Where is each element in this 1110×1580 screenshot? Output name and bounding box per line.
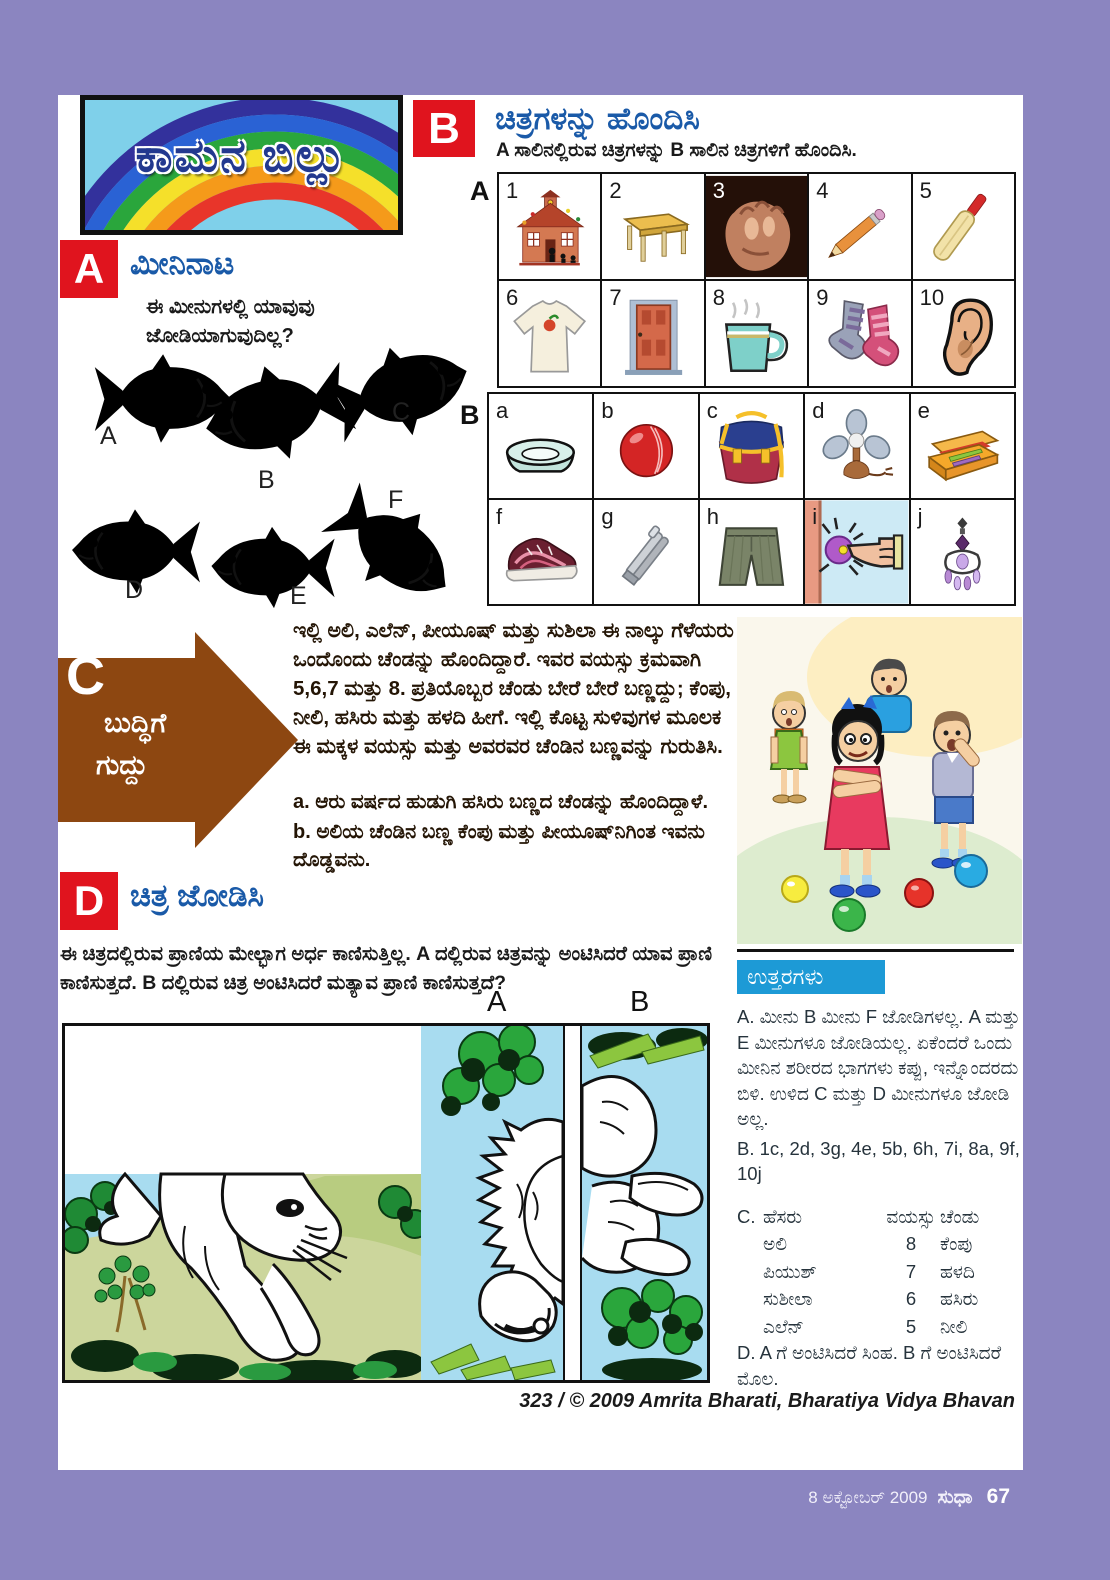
pencil-icon bbox=[817, 189, 902, 273]
section-c-title-1: ಬುದ್ಧಿಗೆ bbox=[104, 708, 167, 738]
grid-cell-d bbox=[805, 394, 908, 498]
section-b-badge: B bbox=[413, 100, 475, 157]
grid-cell-j bbox=[911, 500, 1014, 604]
clipper-icon bbox=[603, 515, 690, 598]
answer-c-cell: ವಯಸ್ಸು bbox=[886, 1205, 936, 1227]
answer-c-cell: ಹೆಸರು bbox=[763, 1205, 803, 1227]
fish-label-a: A bbox=[100, 422, 117, 450]
answer-c-cell: 8 bbox=[905, 1233, 917, 1255]
grid-cell-5 bbox=[913, 174, 1014, 279]
cell-label: 7 bbox=[609, 285, 622, 310]
section-b-subtitle: A ಸಾಲಿನಲ್ಲಿರುವ ಚಿತ್ರಗಳನ್ನು B ಸಾಲಿನ ಚಿತ್ರಗಳಿಗೆ ಹೊಂದಿಸಿ. bbox=[496, 140, 857, 161]
section-c-clue-a: a. ಆರು ವರ್ಷದ ಹುಡುಗಿ ಹಸಿರು ಬಣ್ಣದ ಚೆಂಡನ್ನು ಹೊಂದಿದ್ದಾಳೆ. bbox=[293, 791, 709, 813]
earring-icon bbox=[919, 515, 1006, 598]
fish-label-c: C bbox=[392, 398, 411, 426]
grid-cell-10 bbox=[913, 281, 1014, 386]
cell-label: 9 bbox=[816, 285, 829, 310]
doorbell-icon bbox=[805, 500, 908, 604]
grid-cell-4 bbox=[809, 174, 910, 279]
grid-b-row-label: B bbox=[460, 400, 480, 430]
cell-label: h bbox=[706, 504, 720, 529]
cell-label: e bbox=[917, 398, 930, 423]
answer-d: D. A ಗೆ ಅಂಟಿಸಿದರೆ ಸಿಂಹ. B ಗೆ ಅಂಟಿಸಿದರೆ ಮೊಲ. bbox=[737, 1342, 1002, 1389]
cell-label: i bbox=[812, 504, 818, 529]
table-icon bbox=[611, 189, 696, 273]
mug-icon bbox=[714, 296, 799, 380]
answer-c-cell: ಸುಶೀಲಾ bbox=[763, 1288, 813, 1310]
white-divider bbox=[563, 1026, 582, 1380]
section-d-description: ಈ ಚಿತ್ರದಲ್ಲಿರುವ ಪ್ರಾಣಿಯ ಮೇಲ್ಭಾಗ ಅರ್ಧ ಕಾಣಿಸುತ್ತಿಲ್ಲ. A ದಲ್ಲಿರುವ ಚಿತ್ರವನ್ನು ಅಂಟಿಸಿದರೆ ಯಾವ ಪ್ರಾಣಿ ಕಾಣಿಸುತ್ತದೆ. B ದಲ್ಲಿರುವ ಚಿತ್ರ ಅಂಟಿಸಿದರೆ ಮತ್ಯಾವ ಪ್ರಾಣಿ ಕಾಣಿಸುತ್ತದೆ? bbox=[60, 943, 713, 995]
row-label bbox=[737, 1258, 763, 1286]
strip-b-rabbit-head bbox=[582, 1026, 707, 1380]
socks-icon bbox=[817, 296, 902, 380]
answer-c-cell: ಚೆಂಡು bbox=[940, 1205, 980, 1227]
answer-c-cell: ಪಿಯುಶ್ bbox=[763, 1260, 817, 1282]
cell-label: b bbox=[601, 398, 614, 423]
copyright-credit: 323 / © 2009 Amrita Bharati, Bharatiya Vidya Bhavan bbox=[519, 1390, 1015, 1412]
tshirt-icon bbox=[507, 296, 592, 380]
main-scene-rabbit-body bbox=[65, 1026, 421, 1380]
cell-label: 1 bbox=[506, 178, 519, 203]
cell-label: 5 bbox=[919, 178, 932, 203]
answer-c-cell: ಅಲಿ bbox=[763, 1233, 787, 1255]
answer-c-cell: 7 bbox=[905, 1260, 917, 1282]
answers-divider bbox=[737, 949, 1014, 952]
section-a-title: ಮೀನಿನಾಟ bbox=[130, 246, 235, 281]
fish-label-b: B bbox=[258, 466, 275, 494]
grid-cell-i bbox=[805, 500, 908, 604]
pencilbox-icon bbox=[919, 409, 1006, 492]
grid-cell-c bbox=[700, 394, 803, 498]
children-with-balls-illustration bbox=[737, 617, 1022, 944]
page-footer bbox=[808, 1485, 1010, 1509]
grid-cell-1 bbox=[499, 174, 600, 279]
page-number: 67 bbox=[986, 1485, 1010, 1508]
answer-c-cell: ಕೆಂಪು bbox=[940, 1233, 973, 1255]
cell-label: 4 bbox=[816, 178, 829, 203]
cell-label: j bbox=[917, 504, 923, 529]
answer-c-cell: ಹಳದಿ bbox=[940, 1260, 975, 1282]
row-label: C. bbox=[737, 1205, 756, 1227]
section-d-title: ಚಿತ್ರ ಜೋಡಿಸಿ bbox=[130, 878, 264, 913]
fan-icon bbox=[813, 409, 900, 492]
answer-c-row bbox=[737, 1313, 1027, 1341]
masthead-logo bbox=[80, 95, 403, 235]
answer-c-cell: ನೀಲಿ bbox=[940, 1315, 968, 1337]
section-c-body: ಇಲ್ಲಿ ಅಲಿ, ಎಲೆನ್, ಪೀಯೂಷ್ ಮತ್ತು ಸುಶಿಲಾ ಈ ನಾಲ್ಕು ಗೆಳೆಯರು ಒಂದೊಂದು ಚೆಂಡನ್ನು ಹೊಂದಿದ್ದಾರೆ. ಇವರ ವಯಸ್ಸು ಕ್ರಮವಾಗಿ 5,6,7 ಮತ್ತು 8. ಪ್ರತಿಯೊಬ್ಬರ ಚೆಂಡು ಬೇರೆ ಬೇರೆ ಬಣ್ಣದ್ದು; ಕೆಂಪು, ನೀಲಿ, ಹಸಿರು ಮತ್ತು ಹಳದಿ ಹೀಗೆ. ಇಲ್ಲಿ ಕೊಟ್ಟ ಸುಳಿವುಗಳ ಮೂಲಕ ಈ ಮಕ್ಕಳ ವಯಸ್ಸು ಮತ್ತು ಅವರವರ ಚೆಂಡಿನ ಬಣ್ಣವನ್ನು ಗುರುತಿಸಿ. bbox=[293, 619, 734, 759]
answer-c-cell: 5 bbox=[905, 1315, 917, 1337]
section-b-title: ಚಿತ್ರಗಳನ್ನು ಹೊಂದಿಸಿ bbox=[495, 101, 700, 136]
ball-icon bbox=[603, 409, 690, 492]
answer-a: A. ಮೀನು B ಮೀನು F ಜೋಡಿಗಳಲ್ಲ. A ಮತ್ತು E ಮೀನುಗಳೂ ಜೋಡಿಯಲ್ಲ. ಏಕೆಂದರೆ ಒಂದು ಮೀನಿನ ಶರೀರದ ಭಾಗಗಳು ಕಪ್ಪು, ಇನ್ನೊಂದರದು ಬಿಳಿ. ಉಳಿದ C ಮತ್ತು D ಮೀನುಗಳೂ ಜೋಡಿ ಅಲ್ಲ. bbox=[737, 1006, 1020, 1130]
row-label bbox=[737, 1285, 763, 1313]
grid-cell-6 bbox=[499, 281, 600, 386]
grid-cell-a bbox=[489, 394, 592, 498]
school-icon bbox=[507, 189, 592, 273]
bag-icon bbox=[708, 409, 795, 492]
grid-cell-3 bbox=[706, 174, 807, 279]
magazine-name: ಸುಧಾ bbox=[937, 1487, 973, 1508]
cell-label: f bbox=[496, 504, 503, 529]
cell-label: 10 bbox=[919, 285, 945, 310]
door-icon bbox=[611, 296, 696, 380]
grid-cell-g bbox=[594, 500, 697, 604]
picture-grid-b bbox=[487, 392, 1016, 606]
section-c-clue-b: b. ಅಲಿಯ ಚೆಂಡಿನ ಬಣ್ಣ ಕೆಂಪು ಮತ್ತು ಪೀಯೂಷ್‌ನಿಗಿಂತ ಇವನು ದೊಡ್ಡವನು. bbox=[293, 821, 705, 871]
half-animal-puzzle-illustration bbox=[62, 1023, 710, 1383]
grid-cell-7 bbox=[602, 281, 703, 386]
bat-icon bbox=[921, 189, 1006, 273]
grid-cell-9 bbox=[809, 281, 910, 386]
shorts-icon bbox=[708, 515, 795, 598]
answer-c-row bbox=[737, 1285, 1027, 1313]
row-label bbox=[737, 1313, 763, 1341]
strip-a-lion-head bbox=[421, 1026, 563, 1380]
cell-label: 2 bbox=[609, 178, 622, 203]
grid-cell-h bbox=[700, 500, 803, 604]
cell-label: a bbox=[496, 398, 509, 423]
grid-cell-b bbox=[594, 394, 697, 498]
answers-block bbox=[737, 1004, 1027, 1395]
strip-b-label: B bbox=[630, 986, 650, 1018]
strip-a-label: A bbox=[487, 986, 507, 1018]
cell-label: 3 bbox=[712, 178, 726, 203]
answer-c-row bbox=[737, 1258, 1027, 1286]
grid-cell-8 bbox=[706, 281, 807, 386]
grid-a-row-label: A bbox=[470, 176, 490, 206]
answer-c-row bbox=[737, 1203, 1027, 1231]
grid-cell-f bbox=[489, 500, 592, 604]
section-d-badge: D bbox=[60, 872, 118, 930]
section-a-badge: A bbox=[60, 240, 118, 298]
answer-c-row bbox=[737, 1230, 1027, 1258]
answer-c-table bbox=[737, 1203, 1027, 1341]
section-a-question: ಈ ಮೀನುಗಳಲ್ಲಿ ಯಾವುವು ಜೋಡಿಯಾಗುವುದಿಲ್ಲ? bbox=[146, 296, 315, 347]
fish-label-d: D bbox=[125, 576, 144, 604]
picture-grid-a bbox=[497, 172, 1016, 388]
masthead-title: ಕಾಮನ ಬಿಲ್ಲು bbox=[135, 129, 348, 181]
section-c-title-2: ಗುದ್ದು bbox=[96, 750, 148, 780]
fish-label-e: E bbox=[290, 582, 307, 610]
answer-c-cell: ಹಸಿರು bbox=[940, 1288, 979, 1310]
answer-c-cell: ಎಲೆನ್ bbox=[763, 1315, 804, 1337]
fish-label-f: F bbox=[388, 486, 404, 514]
answer-c-cell: 6 bbox=[905, 1288, 917, 1310]
cell-label: c bbox=[706, 398, 718, 423]
cell-label: 6 bbox=[506, 285, 519, 310]
shoe-icon bbox=[497, 515, 584, 598]
cell-label: g bbox=[601, 504, 614, 529]
grid-cell-e bbox=[911, 394, 1014, 498]
cell-label: 8 bbox=[712, 285, 726, 310]
section-c-badge: C bbox=[66, 646, 105, 706]
grid-cell-2 bbox=[602, 174, 703, 279]
answers-title: ಉತ್ತರಗಳು bbox=[737, 960, 885, 994]
footer-date: 8 ಅಕ್ಟೋಬರ್ 2009 bbox=[808, 1488, 928, 1507]
row-label bbox=[737, 1230, 763, 1258]
saucer-icon bbox=[497, 409, 584, 492]
cell-label: d bbox=[812, 398, 825, 423]
answer-b: B. 1c, 2d, 3g, 4e, 5b, 6h, 7i, 8a, 9f, 10j bbox=[737, 1137, 1020, 1185]
